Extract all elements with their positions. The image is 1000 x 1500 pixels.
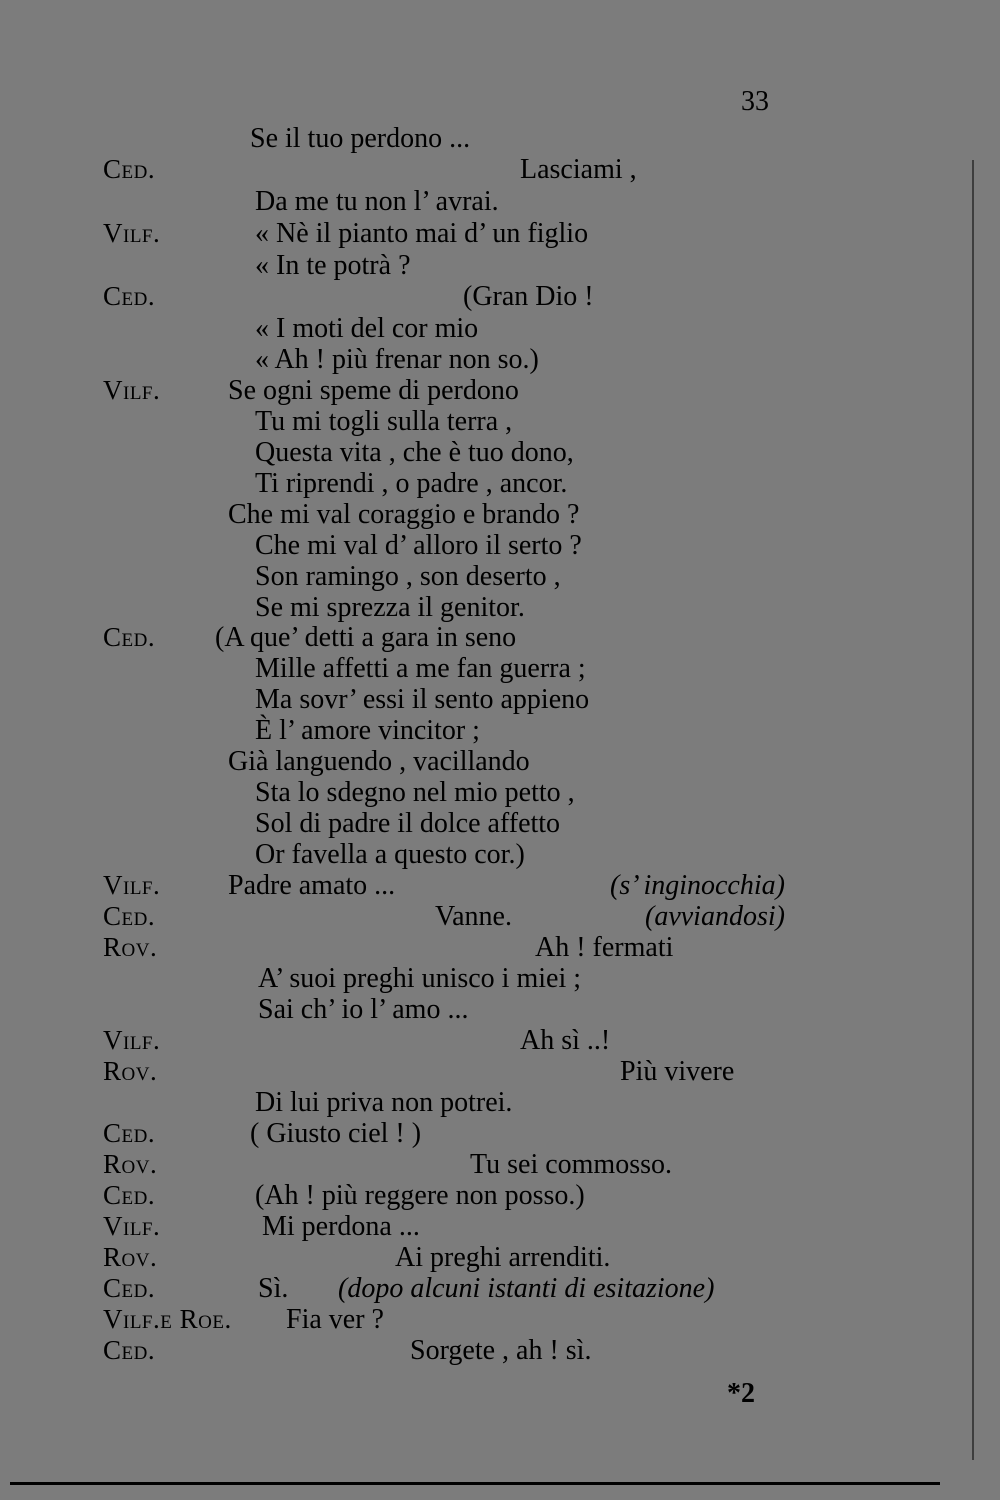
verse-text: Ah sì ..! (520, 1025, 611, 1056)
verse-text: Da me tu non l’ avrai. (255, 186, 499, 217)
speaker-name: Ced. (103, 1180, 156, 1210)
verse-line (0, 901, 1000, 932)
verse-line (0, 622, 1000, 653)
verse-line (0, 746, 1000, 777)
verse-line (0, 684, 1000, 715)
speaker-name: Vilf. (103, 1211, 161, 1241)
right-edge-rule (972, 160, 974, 1460)
verse-text: Mi perdona ... (262, 1211, 420, 1242)
verse-text: Sorgete , ah ! sì. (410, 1335, 592, 1366)
verse-line (0, 1211, 1000, 1242)
verse-text: « I moti del cor mio (255, 313, 479, 344)
verse-line (0, 653, 1000, 684)
speaker-name: Vilf. (103, 870, 161, 900)
verse-text: È l’ amore vincitor ; (255, 715, 480, 746)
verse-line (0, 994, 1000, 1025)
speaker-name: Ced. (103, 1335, 156, 1365)
verse-text: Questa vita , che è tuo dono, (255, 437, 574, 468)
verse-line (0, 1149, 1000, 1180)
speaker-name: Ced. (103, 901, 156, 931)
verse-line (0, 154, 1000, 185)
verse-line (0, 592, 1000, 623)
verse-text: Se il tuo perdono ... (250, 123, 471, 154)
verse-line (0, 406, 1000, 437)
verse-text: Tu sei commosso. (470, 1149, 673, 1180)
speaker-name: Ced. (103, 1118, 156, 1148)
verse-line (0, 344, 1000, 375)
verse-text: Tu mi togli sulla terra , (255, 406, 513, 437)
verse-text: Vanne. (435, 901, 512, 932)
signature-mark: *2 (727, 1378, 755, 1409)
speaker-name: Rov. (103, 1242, 158, 1272)
verse-line (0, 313, 1000, 344)
verse-text: Più vivere (620, 1056, 735, 1087)
verse-line (0, 499, 1000, 530)
verse-text: Ma sovr’ essi il sento appieno (255, 684, 590, 715)
speaker-name: Rov. (103, 1149, 158, 1179)
verse-text: Son ramingo , son deserto , (255, 561, 561, 592)
verse-line (0, 281, 1000, 312)
verse-text: Già languendo , vacillando (228, 746, 530, 777)
verse-line (0, 218, 1000, 249)
stage-direction: (avviandosi) (645, 901, 785, 932)
verse-line (0, 1087, 1000, 1118)
verse-line (0, 250, 1000, 281)
page-number: 33 (741, 86, 769, 117)
verse-line (0, 1056, 1000, 1087)
verse-line (0, 561, 1000, 592)
speaker-name: Vilf.e Roe. (103, 1304, 232, 1334)
verse-line (0, 808, 1000, 839)
verse-line (0, 186, 1000, 217)
bottom-edge-rule (10, 1482, 940, 1485)
verse-line (0, 123, 1000, 154)
verse-text: « Ah ! più frenar non so.) (255, 344, 539, 375)
verse-text: Se mi sprezza il genitor. (255, 592, 525, 623)
verse-text: A’ suoi preghi unisco i miei ; (258, 963, 581, 994)
stage-direction: (dopo alcuni istanti di esitazione) (338, 1273, 715, 1304)
speaker-name: Vilf. (103, 1025, 161, 1055)
verse-text: Sai ch’ io l’ amo ... (258, 994, 469, 1025)
speaker-name: Ced. (103, 281, 156, 311)
verse-line (0, 715, 1000, 746)
verse-line (0, 839, 1000, 870)
verse-line (0, 1304, 1000, 1335)
verse-text: Che mi val coraggio e brando ? (228, 499, 580, 530)
verse-text: (A que’ detti a gara in seno (215, 622, 517, 653)
speaker-name: Vilf. (103, 218, 161, 248)
verse-text: ( Giusto ciel ! ) (250, 1118, 422, 1149)
speaker-name: Rov. (103, 1056, 158, 1086)
verse-line (0, 375, 1000, 406)
verse-line (0, 963, 1000, 994)
verse-text: Che mi val d’ alloro il serto ? (255, 530, 582, 561)
verse-line (0, 1273, 1000, 1304)
speaker-name: Rov. (103, 932, 158, 962)
speaker-name: Ced. (103, 154, 156, 184)
verse-line (0, 777, 1000, 808)
verse-text: Fia ver ? (286, 1304, 384, 1335)
verse-text: Sta lo sdegno nel mio petto , (255, 777, 575, 808)
speaker-name: Ced. (103, 1273, 156, 1303)
verse-text: Mille affetti a me fan guerra ; (255, 653, 586, 684)
verse-text: Sol di padre il dolce affetto (255, 808, 561, 839)
verse-text: Se ogni speme di perdono (228, 375, 519, 406)
verse-line (0, 1180, 1000, 1211)
speaker-name: Ced. (103, 622, 156, 652)
verse-text: (Gran Dio ! (463, 281, 594, 312)
verse-line (0, 530, 1000, 561)
verse-line (0, 437, 1000, 468)
verse-line (0, 932, 1000, 963)
verse-line (0, 870, 1000, 901)
verse-text: « Nè il pianto mai d’ un figlio (255, 218, 589, 249)
verse-text: Ai preghi arrenditi. (395, 1242, 611, 1273)
verse-text: Padre amato ... (228, 870, 396, 901)
verse-text: Sì. (258, 1273, 289, 1304)
verse-line (0, 1242, 1000, 1273)
verse-text: Lasciami , (520, 154, 637, 185)
verse-text: Ti riprendi , o padre , ancor. (255, 468, 568, 499)
verse-text: Or favella a questo cor.) (255, 839, 525, 870)
verse-text: « In te potrà ? (255, 250, 411, 281)
verse-line (0, 1118, 1000, 1149)
verse-line (0, 468, 1000, 499)
verse-text: Ah ! fermati (535, 932, 674, 963)
verse-line (0, 1025, 1000, 1056)
stage-direction: (s’ inginocchia) (610, 870, 785, 901)
verse-text: (Ah ! più reggere non posso.) (255, 1180, 585, 1211)
verse-text: Di lui priva non potrei. (255, 1087, 513, 1118)
speaker-name: Vilf. (103, 375, 161, 405)
verse-line (0, 1335, 1000, 1366)
